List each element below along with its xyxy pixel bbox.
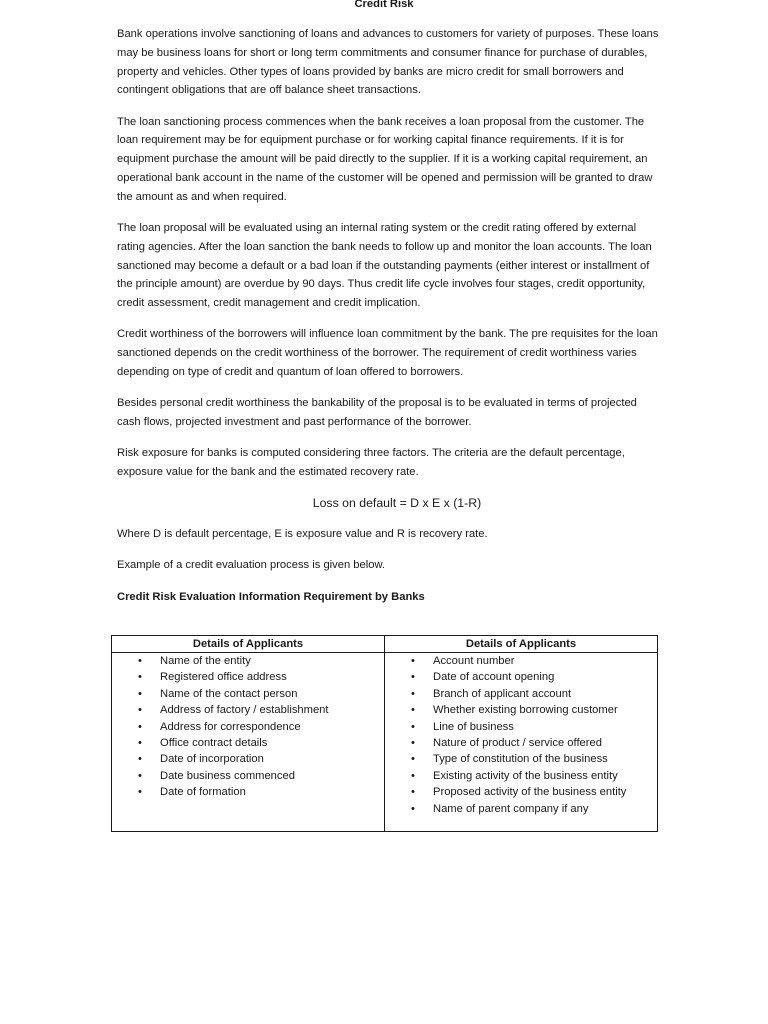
left-item-text: Date business commenced xyxy=(160,769,295,782)
bullet-icon: • xyxy=(138,671,142,684)
right-list-item xyxy=(385,801,657,817)
right-item-text: Existing activity of the business entity xyxy=(433,769,618,782)
bullet-icon: • xyxy=(138,737,142,750)
bullet-icon: • xyxy=(411,687,415,700)
right-item-text: Type of constitution of the business xyxy=(433,753,608,766)
paragraph-bankability: Besides personal credit worthiness the bankability of the proposal is to be evaluated in terms of projected cash flows, projected investment and past performance of the borrower. xyxy=(117,397,637,428)
right-bullet-list xyxy=(385,653,657,817)
bullet-icon: • xyxy=(138,687,142,700)
left-column-cell xyxy=(112,653,385,832)
right-list-item xyxy=(385,768,657,784)
left-column-header: Details of Applicants xyxy=(112,636,385,653)
left-list-item xyxy=(112,784,384,800)
bullet-icon: • xyxy=(411,655,415,667)
right-column-cell xyxy=(385,653,658,832)
right-item-text: Whether existing borrowing customer xyxy=(433,704,618,717)
bullet-icon: • xyxy=(138,769,142,782)
left-item-text: Address for correspondence xyxy=(160,720,301,733)
left-list-item xyxy=(112,702,384,718)
paragraph-loan-sanctioning: The loan sanctioning process commences when the bank receives a loan proposal from the customer. The loan requirement may be for equipment purchase or for working capital finance requirements. If it is for equipment purchase the amount will be paid directly to the supplier. If it is a working capital requirement, an operational bank account in the name of the customer will be opened and permission will be granted to draw the amount as and when required. xyxy=(117,115,653,203)
right-item-text: Branch of applicant account xyxy=(433,687,572,700)
right-list-item xyxy=(385,784,657,800)
left-item-text: Registered office address xyxy=(160,671,287,684)
page-title: Credit Risk xyxy=(354,0,414,10)
right-list-item xyxy=(385,686,657,702)
bullet-icon: • xyxy=(411,671,415,684)
left-list-item xyxy=(112,735,384,751)
left-item-text: Office contract details xyxy=(160,737,268,750)
bullet-icon: • xyxy=(411,786,415,799)
bullet-icon: • xyxy=(138,786,142,799)
formula-note: Where D is default percentage, E is exposure value and R is recovery rate. xyxy=(117,528,488,541)
right-item-text: Proposed activity of the business entity xyxy=(433,786,627,799)
left-item-text: Date of incorporation xyxy=(160,753,264,766)
left-item-text: Address of factory / establishment xyxy=(160,704,329,717)
bullet-icon: • xyxy=(411,753,415,766)
left-list-item xyxy=(112,653,384,669)
example-intro: Example of a credit evaluation process is given below. xyxy=(117,559,386,572)
bullet-icon: • xyxy=(411,769,415,782)
left-item-text: Date of formation xyxy=(160,786,246,799)
table-header-row xyxy=(112,636,658,653)
bullet-icon: • xyxy=(411,704,415,717)
right-list-item xyxy=(385,669,657,685)
bullet-icon: • xyxy=(411,802,415,815)
paragraph-credit-worthiness: Credit worthiness of the borrowers will influence loan commitment by the bank. The pre requisites for the loan sanctioned depends on the credit worthiness of the borrower. The requirement of credit worthiness varies depending on type of credit and quantum of loan offered to borrowers. xyxy=(117,328,658,378)
left-list-item xyxy=(112,768,384,784)
applicant-details-table-wrap xyxy=(111,635,657,832)
right-list-item xyxy=(385,751,657,767)
right-item-text: Account number xyxy=(433,655,515,667)
paragraph-loan-proposal: The loan proposal will be evaluated using an internal rating system or the credit rating offered by external rating agencies. After the loan sanction the bank needs to follow up and monitor the loan accounts. The loan sanctioned may become a default or a bad loan if the outstanding payments (either interest or installment of the principle amount) are overdue by 90 days. Thus credit life cycle involves four stages, credit opportunity, credit assessment, credit management and credit implication. xyxy=(117,221,652,310)
left-list-item xyxy=(112,669,384,685)
right-column-header: Details of Applicants xyxy=(385,636,658,653)
left-list-item xyxy=(112,686,384,702)
applicant-details-table xyxy=(111,635,658,832)
right-item-text: Date of account opening xyxy=(433,671,555,684)
right-item-text: Line of business xyxy=(433,720,514,733)
right-item-text: Nature of product / service offered xyxy=(433,737,602,750)
left-item-text: Name of the contact person xyxy=(160,687,298,700)
right-list-item xyxy=(385,653,657,669)
bullet-icon: • xyxy=(138,704,142,717)
right-list-item xyxy=(385,719,657,735)
right-list-item xyxy=(385,735,657,751)
left-list-item xyxy=(112,719,384,735)
bullet-icon: • xyxy=(138,655,142,667)
bullet-icon: • xyxy=(138,753,142,766)
bullet-icon: • xyxy=(411,720,415,733)
paragraph-risk-exposure: Risk exposure for banks is computed considering three factors. The criteria are the default percentage, exposure value for the bank and the estimated recovery rate. xyxy=(117,447,625,478)
loss-formula: Loss on default = D x E x (1-R) xyxy=(312,496,482,511)
right-item-text: Name of parent company if any xyxy=(433,802,589,815)
left-bullet-list xyxy=(112,653,384,801)
table-heading: Credit Risk Evaluation Information Requirement by Banks xyxy=(117,590,425,603)
right-list-item xyxy=(385,702,657,718)
left-list-item xyxy=(112,751,384,767)
bullet-icon: • xyxy=(138,720,142,733)
document-body xyxy=(117,25,659,606)
table-row xyxy=(112,653,658,832)
paragraph-bank-operations: Bank operations involve sanctioning of loans and advances to customers for variety of purposes. These loans may be business loans for short or long term commitments and consumer finance for purchase of durables, property and vehicles. Other types of loans provided by banks are micro credit for small borrowers and contingent obligations that are off balance sheet transactions. xyxy=(117,28,659,97)
bullet-icon: • xyxy=(411,737,415,750)
left-item-text: Name of the entity xyxy=(160,655,251,667)
